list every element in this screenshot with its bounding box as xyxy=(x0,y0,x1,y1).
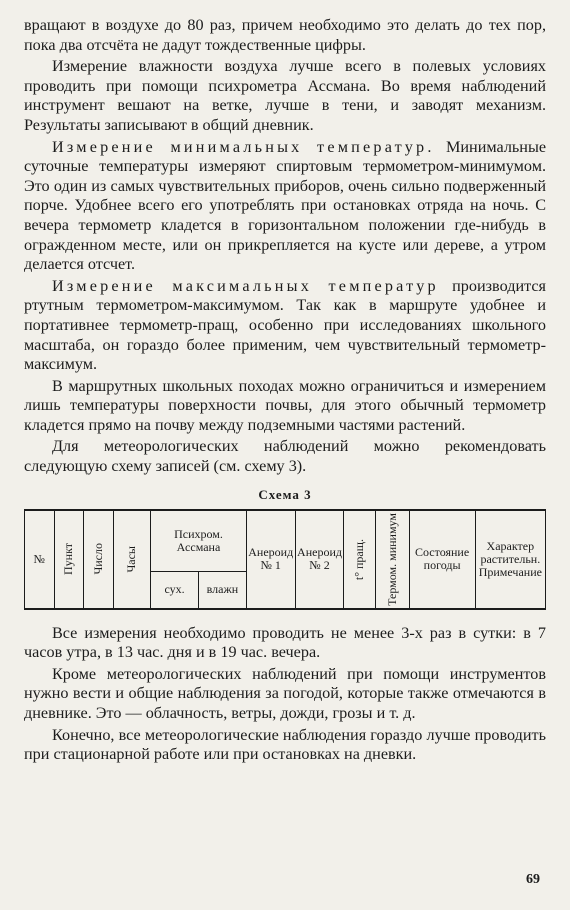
bottom-text xyxy=(24,624,546,765)
page-number: 69 xyxy=(526,872,540,887)
paragraph-scheme-intro: Для метеорологических наблюдений можно рекомендовать следующую схему записей (см. схему 3). xyxy=(24,437,546,476)
col-chasy: Часы xyxy=(113,510,151,609)
min-temp-body: Минимальные суточные температуры измеряют спиртовым термометром-минимумом. Это один из самых чувствительных приборов, очень сильно подверженный порче. Удобнее всего его употреблять при остановках отряда на ночь. С вечера термометр кладется в горизонтальном положении где-нибудь в огражденном месте, или он прикрепляется на кусте или дереве, а утром делается отсчет. xyxy=(24,137,547,274)
paragraph-max-temp xyxy=(24,277,546,375)
col-psychro-wet: влажн xyxy=(198,572,246,609)
max-temp-heading: Измерение максимальных температур xyxy=(52,276,439,295)
col-prash: t° пращ. xyxy=(344,510,376,609)
scheme-title: Схема 3 xyxy=(258,486,312,502)
paragraph-frequency: Все измерения необходимо проводить не менее 3-х раз в сутки: в 7 часов утра, в 13 час. дня и в 19 час. вечера. xyxy=(24,623,546,662)
paragraph-min-temp xyxy=(24,138,546,275)
col-chislo: Число xyxy=(84,510,114,609)
scheme-header-row-1 xyxy=(25,510,546,572)
scheme-table xyxy=(24,509,546,610)
col-aneroid-2: Анероид № 2 xyxy=(295,510,344,609)
col-punkt: Пункт xyxy=(54,510,84,609)
paragraph-1: вращают в воздухе до 80 раз, причем необходимо это делать до тех пор, пока два отсчёта не дадут тождественные цифры. xyxy=(24,16,546,54)
col-aneroid-1: Анероид № 1 xyxy=(246,510,295,609)
max-temp-body: производится ртутным термометром-максимумом. Так как в маршруте удобнее и портативнее термометр-пращ, особенно при исследованиях школьного масштаба, он гораздо более применим, чем чувствительный термометр-максимум. xyxy=(24,276,547,374)
col-psychro-dry: сух. xyxy=(151,572,199,609)
paragraph-stationary: Конечно, все метеорологические наблюдения гораздо лучше проводить при стационарной работе или при остановках на дневки. xyxy=(24,725,546,764)
paragraph-soil-temp: В маршрутных школьных походах можно ограничиться и измерением лишь температуры поверхности почвы, для этого обычный термометр кладется прямо на почву между подземными частями растений. xyxy=(24,376,546,434)
col-rastitelnost: Характер растительн. Примечание xyxy=(475,510,545,609)
col-number: № xyxy=(25,510,55,609)
min-temp-heading: Измерение минимальных температур. xyxy=(52,137,435,156)
top-text xyxy=(24,16,546,477)
col-pogoda: Состояние погоды xyxy=(409,510,475,609)
col-termo-min: Термом. минимум xyxy=(375,510,409,609)
paragraph-humidity: Измерение влажности воздуха лучше всего в полевых условиях проводить при помощи психрометра Ассмана. Во время наблюдений инструмент вешают на ветке, лучше в тени, и заводят механизм. Результаты записывают в общий дневник. xyxy=(24,57,546,134)
paragraph-general-observations: Кроме метеорологических наблюдений при помощи инструментов нужно вести и общие наблюдения за погодой, которые также отмечаются в дневнике. Это — облачность, ветры, дожди, грозы и т. д. xyxy=(24,664,546,722)
col-psychrometer: Психром. Ассмана xyxy=(151,510,247,572)
